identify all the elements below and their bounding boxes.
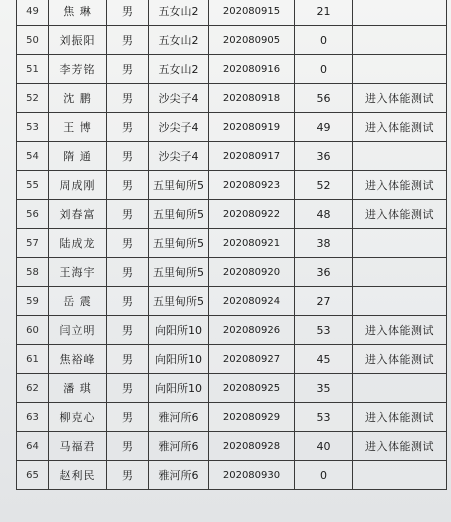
candidate-gender: 男 xyxy=(107,0,149,26)
remark xyxy=(353,374,447,403)
station-name: 沙尖子4 xyxy=(149,84,209,113)
table-row xyxy=(17,287,447,316)
remark: 进入体能测试 xyxy=(353,200,447,229)
exam-number: 202080925 xyxy=(209,374,295,403)
exam-number: 202080930 xyxy=(209,461,295,490)
table-row xyxy=(17,316,447,345)
results-table-body xyxy=(17,0,447,490)
exam-number: 202080928 xyxy=(209,432,295,461)
table-row xyxy=(17,171,447,200)
station-name: 五里甸所5 xyxy=(149,229,209,258)
exam-number: 202080926 xyxy=(209,316,295,345)
table-row xyxy=(17,432,447,461)
candidate-name: 马福君 xyxy=(49,432,107,461)
score: 36 xyxy=(295,258,353,287)
score: 35 xyxy=(295,374,353,403)
row-number: 50 xyxy=(17,26,49,55)
candidate-gender: 男 xyxy=(107,287,149,316)
candidate-name: 焦裕峰 xyxy=(49,345,107,374)
table-row xyxy=(17,200,447,229)
station-name: 五女山2 xyxy=(149,0,209,26)
exam-number: 202080924 xyxy=(209,287,295,316)
exam-number: 202080921 xyxy=(209,229,295,258)
row-number: 49 xyxy=(17,0,49,26)
score: 56 xyxy=(295,84,353,113)
candidate-gender: 男 xyxy=(107,345,149,374)
station-name: 五女山2 xyxy=(149,26,209,55)
candidate-name: 刘振阳 xyxy=(49,26,107,55)
score: 53 xyxy=(295,316,353,345)
table-row xyxy=(17,84,447,113)
remark xyxy=(353,258,447,287)
exam-number: 202080923 xyxy=(209,171,295,200)
candidate-gender: 男 xyxy=(107,229,149,258)
station-name: 向阳所10 xyxy=(149,345,209,374)
table-row xyxy=(17,461,447,490)
exam-number: 202080920 xyxy=(209,258,295,287)
candidate-gender: 男 xyxy=(107,374,149,403)
table-row xyxy=(17,258,447,287)
row-number: 61 xyxy=(17,345,49,374)
row-number: 59 xyxy=(17,287,49,316)
candidate-name: 隋 通 xyxy=(49,142,107,171)
candidate-name: 陆成龙 xyxy=(49,229,107,258)
candidate-gender: 男 xyxy=(107,316,149,345)
row-number: 65 xyxy=(17,461,49,490)
station-name: 向阳所10 xyxy=(149,316,209,345)
row-number: 64 xyxy=(17,432,49,461)
row-number: 60 xyxy=(17,316,49,345)
exam-number: 202080922 xyxy=(209,200,295,229)
remark: 进入体能测试 xyxy=(353,113,447,142)
candidate-name: 李芳铭 xyxy=(49,55,107,84)
table-row xyxy=(17,142,447,171)
remark: 进入体能测试 xyxy=(353,345,447,374)
station-name: 雅河所6 xyxy=(149,461,209,490)
exam-number: 202080905 xyxy=(209,26,295,55)
remark xyxy=(353,55,447,84)
remark: 进入体能测试 xyxy=(353,316,447,345)
row-number: 55 xyxy=(17,171,49,200)
station-name: 五里甸所5 xyxy=(149,287,209,316)
remark xyxy=(353,461,447,490)
row-number: 54 xyxy=(17,142,49,171)
candidate-name: 刘春富 xyxy=(49,200,107,229)
candidate-name: 闫立明 xyxy=(49,316,107,345)
remark: 进入体能测试 xyxy=(353,403,447,432)
score: 0 xyxy=(295,461,353,490)
remark: 进入体能测试 xyxy=(353,84,447,113)
candidate-name: 焦 琳 xyxy=(49,0,107,26)
row-number: 62 xyxy=(17,374,49,403)
remark xyxy=(353,0,447,26)
score: 45 xyxy=(295,345,353,374)
exam-number: 202080917 xyxy=(209,142,295,171)
exam-number: 202080919 xyxy=(209,113,295,142)
candidate-gender: 男 xyxy=(107,171,149,200)
remark xyxy=(353,26,447,55)
station-name: 五里甸所5 xyxy=(149,200,209,229)
candidate-gender: 男 xyxy=(107,84,149,113)
row-number: 58 xyxy=(17,258,49,287)
candidate-name: 赵利民 xyxy=(49,461,107,490)
table-row xyxy=(17,374,447,403)
candidate-gender: 男 xyxy=(107,461,149,490)
table-row xyxy=(17,403,447,432)
score: 36 xyxy=(295,142,353,171)
exam-number: 202080916 xyxy=(209,55,295,84)
score: 52 xyxy=(295,171,353,200)
candidate-name: 王海宇 xyxy=(49,258,107,287)
table-row xyxy=(17,55,447,84)
table-row xyxy=(17,229,447,258)
table-row xyxy=(17,0,447,26)
exam-number: 202080927 xyxy=(209,345,295,374)
remark: 进入体能测试 xyxy=(353,432,447,461)
table-row xyxy=(17,113,447,142)
candidate-name: 王 博 xyxy=(49,113,107,142)
row-number: 53 xyxy=(17,113,49,142)
candidate-gender: 男 xyxy=(107,258,149,287)
station-name: 向阳所10 xyxy=(149,374,209,403)
station-name: 雅河所6 xyxy=(149,432,209,461)
candidate-name: 柳克心 xyxy=(49,403,107,432)
candidate-gender: 男 xyxy=(107,200,149,229)
score: 27 xyxy=(295,287,353,316)
candidate-name: 沈 鹏 xyxy=(49,84,107,113)
exam-number: 202080918 xyxy=(209,84,295,113)
station-name: 沙尖子4 xyxy=(149,142,209,171)
row-number: 63 xyxy=(17,403,49,432)
score: 0 xyxy=(295,55,353,84)
remark xyxy=(353,142,447,171)
remark: 进入体能测试 xyxy=(353,171,447,200)
exam-number: 202080915 xyxy=(209,0,295,26)
score: 38 xyxy=(295,229,353,258)
score: 48 xyxy=(295,200,353,229)
row-number: 56 xyxy=(17,200,49,229)
candidate-name: 周成刚 xyxy=(49,171,107,200)
score: 53 xyxy=(295,403,353,432)
station-name: 五里甸所5 xyxy=(149,171,209,200)
candidate-gender: 男 xyxy=(107,432,149,461)
row-number: 51 xyxy=(17,55,49,84)
results-table xyxy=(16,0,447,490)
remark xyxy=(353,287,447,316)
candidate-name: 潘 琪 xyxy=(49,374,107,403)
score: 40 xyxy=(295,432,353,461)
score: 49 xyxy=(295,113,353,142)
table-row xyxy=(17,26,447,55)
station-name: 沙尖子4 xyxy=(149,113,209,142)
candidate-gender: 男 xyxy=(107,26,149,55)
station-name: 五女山2 xyxy=(149,55,209,84)
exam-number: 202080929 xyxy=(209,403,295,432)
score: 21 xyxy=(295,0,353,26)
candidate-gender: 男 xyxy=(107,55,149,84)
candidate-gender: 男 xyxy=(107,142,149,171)
candidate-name: 岳 震 xyxy=(49,287,107,316)
row-number: 52 xyxy=(17,84,49,113)
table-row xyxy=(17,345,447,374)
row-number: 57 xyxy=(17,229,49,258)
candidate-gender: 男 xyxy=(107,113,149,142)
station-name: 五里甸所5 xyxy=(149,258,209,287)
score: 0 xyxy=(295,26,353,55)
station-name: 雅河所6 xyxy=(149,403,209,432)
candidate-gender: 男 xyxy=(107,403,149,432)
remark xyxy=(353,229,447,258)
